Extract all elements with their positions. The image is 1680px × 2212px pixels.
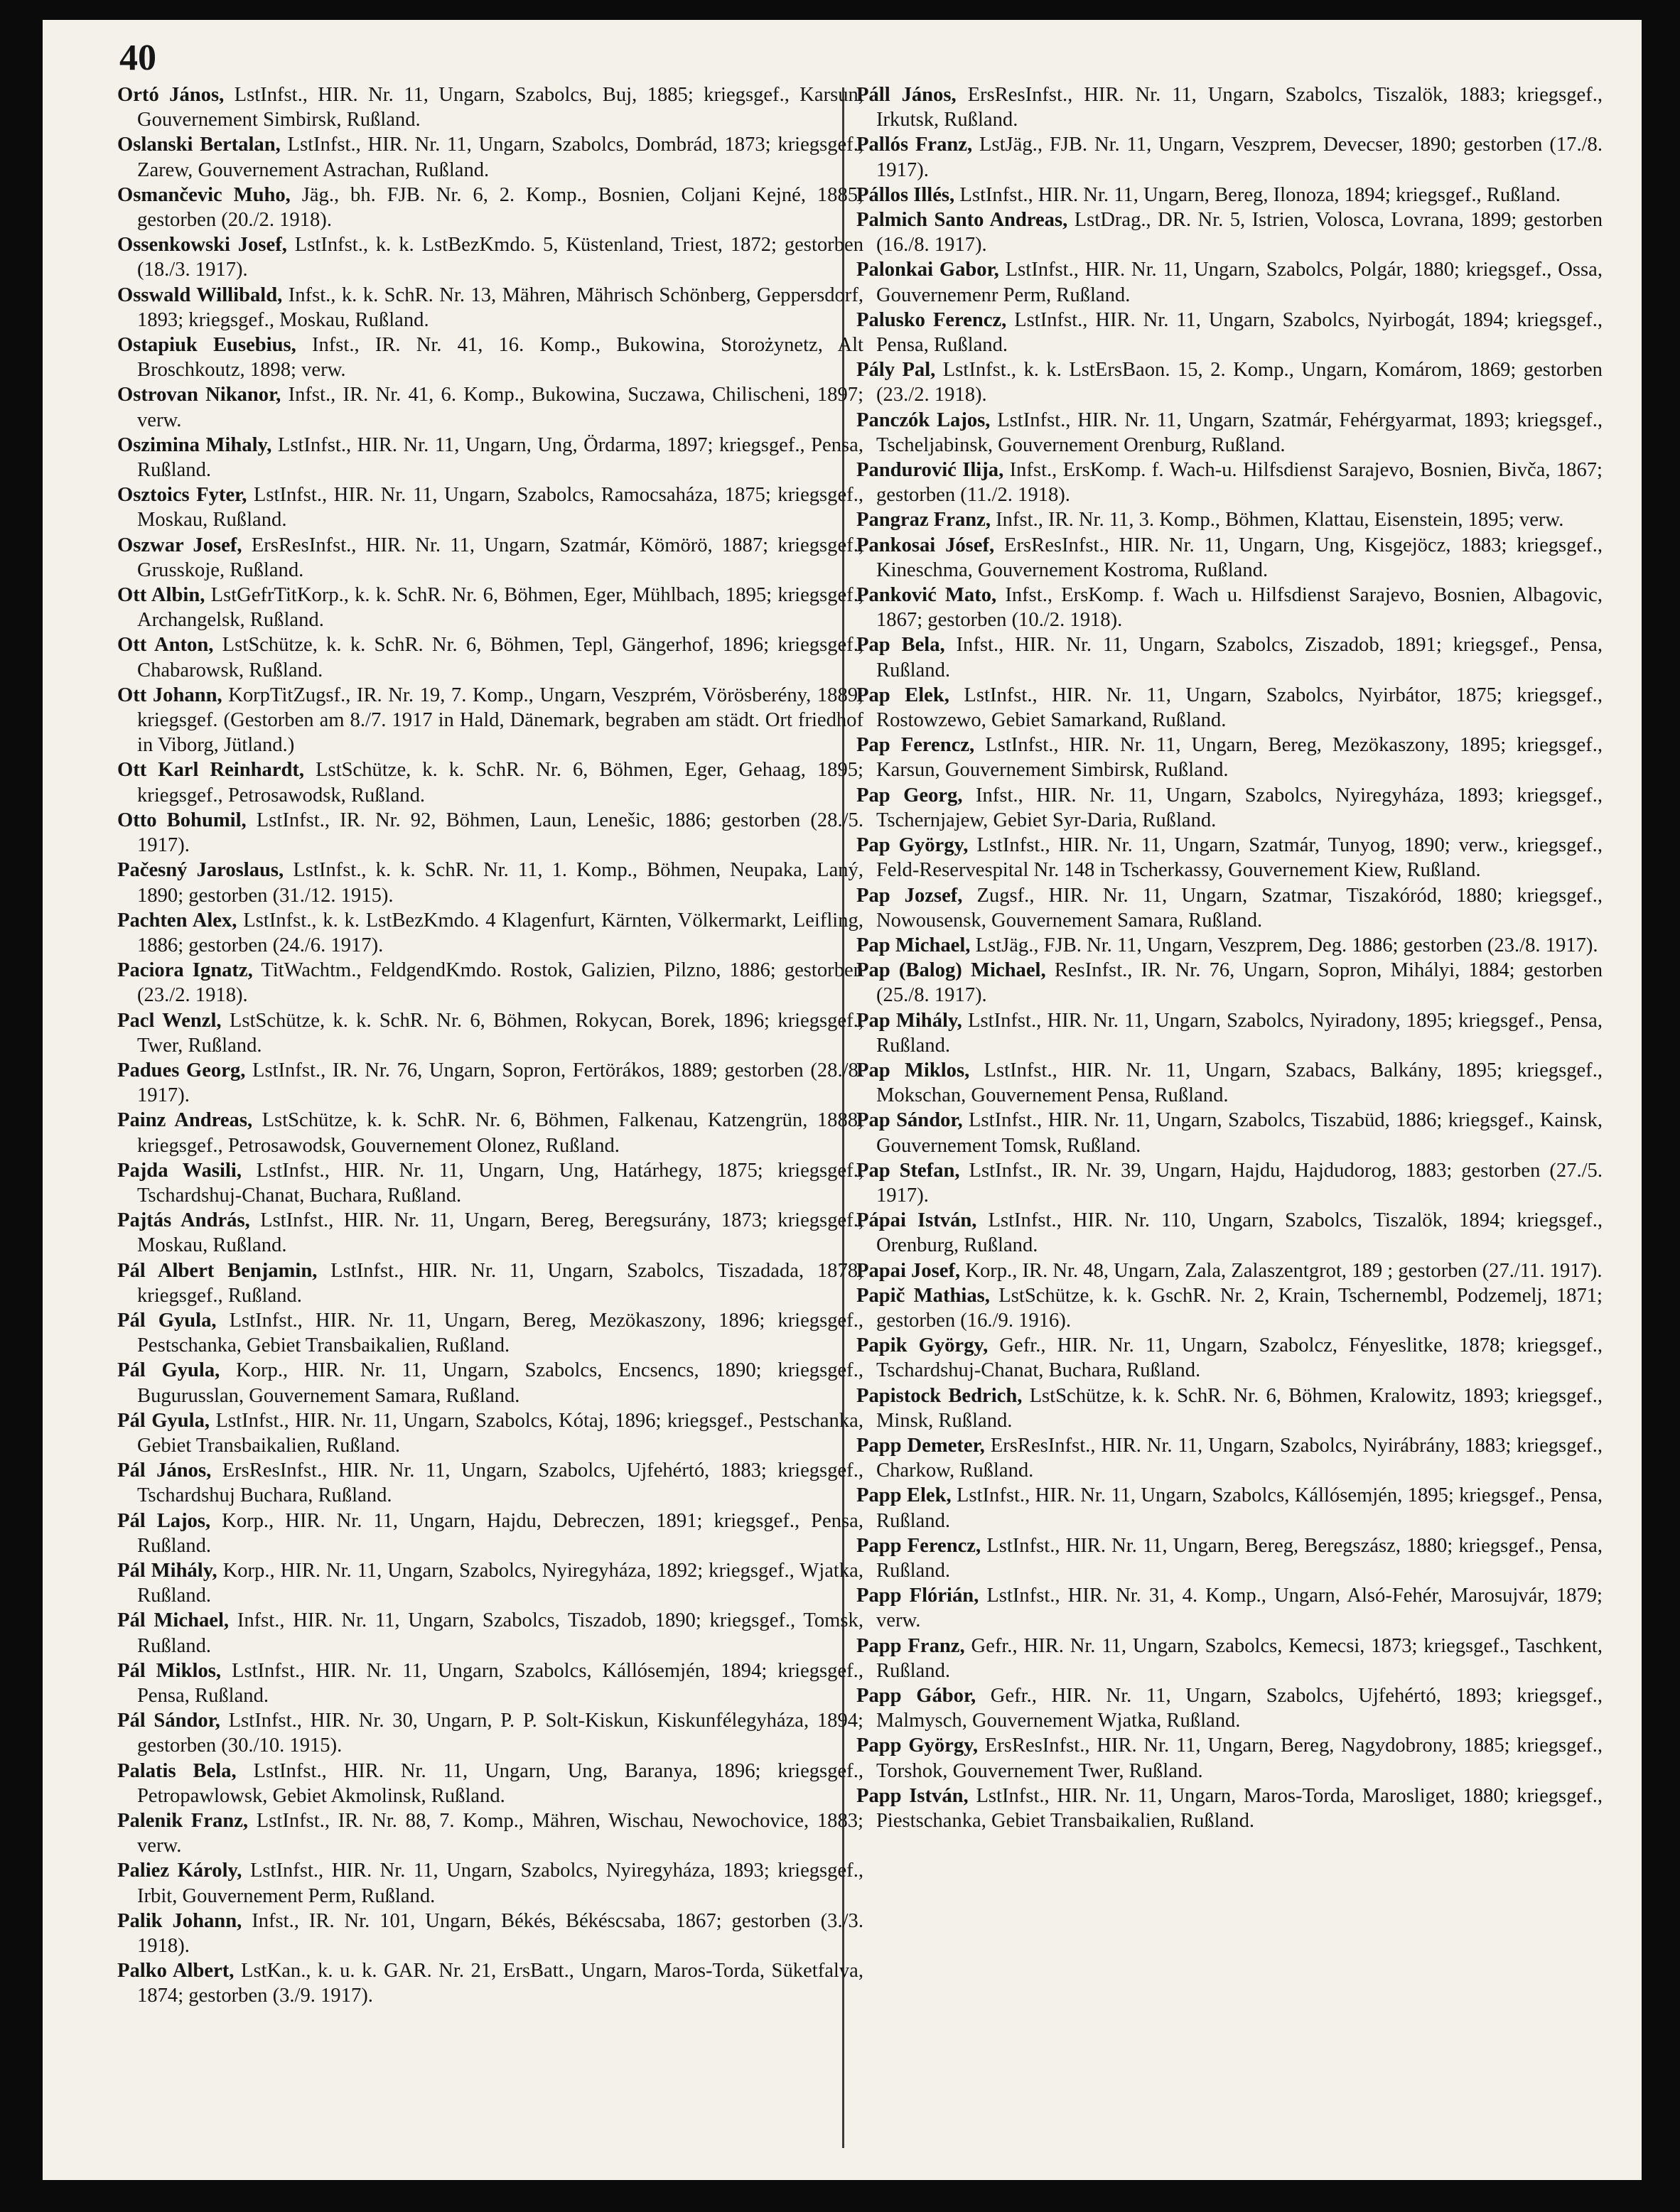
entry-name: Pachten Alex, [117,909,237,932]
entry-name: Pankosai Jósef, [856,534,995,556]
register-entry [856,683,1603,733]
left-column [117,82,863,2009]
entry-name: Oszwar Josef, [117,534,242,556]
entry-name: Ott Anton, [117,634,214,657]
register-entry [117,583,863,632]
entry-name: Ostapiuk Eusebius, [117,334,296,357]
entry-details: LstInfst., HIR. Nr. 11, Ungarn, Szabolcs, Ramocsaháza, 1875; kriegsgef., Moskau, Rußland. [137,484,863,532]
entry-details: LstInfst., HIR. Nr. 11, Ungarn, Szabolcs, Dombrád, 1873; kriegsgef., Zarew, Gouvernement Astrachan, Rußland. [137,134,864,181]
register-entry [117,1408,863,1458]
register-entry [856,1683,1603,1733]
entry-details: LstSchütze, k. k. SchR. Nr. 6, Böhmen, Tepl, Gängerhof, 1896; kriegsgef., Chabarowsk, Rußland. [137,634,863,681]
entry-name: Paciora Ignatz, [117,959,253,982]
register-entry [117,183,863,232]
register-entry [117,1458,863,1508]
entry-details: Infst., HIR. Nr. 11, Ungarn, Szabolcs, Tiszadob, 1890; kriegsgef., Tomsk, Rußland. [137,1609,864,1657]
entry-details: LstInfst., HIR. Nr. 30, Ungarn, P. P. Solt-Kiskun, Kiskunfélegyháza, 1894; gestorben (30./10. 1915). [137,1710,863,1757]
entry-name: Pap Miklos, [856,1059,970,1081]
entry-details: LstJäg., FJB. Nr. 11, Ungarn, Veszprem, Deg. 1886; gestorben (23./8. 1917). [975,934,1598,956]
entry-name: Pap Elek, [856,684,949,706]
register-entry [117,433,863,482]
entry-details: LstInfst., HIR. Nr. 11, Ungarn, Szabolcs, Nyiradony, 1895; kriegsgef., Pensa, Rußland. [876,1009,1603,1057]
entry-details: LstInfst., HIR. Nr. 11, Ungarn, Ung, Baranya, 1896; kriegsgef., Petropawlowsk, Gebiet Akmolinsk, Rußland. [137,1759,863,1807]
entry-details: LstInfst., HIR. Nr. 11, Ungarn, Bereg, Ilonoza, 1894; kriegsgef., Rußland. [959,183,1561,206]
register-entry [856,1008,1603,1058]
entry-details: Korp., HIR. Nr. 11, Ungarn, Szabolcs, Encsencs, 1890; kriegsgef., Bugurusslan, Gouvernement Samara, Rußland. [137,1359,863,1407]
entry-details: TitWachtm., FeldgendKmdo. Rostok, Galizien, Pilzno, 1886; gestorben (23./2. 1918). [137,959,863,1007]
entry-name: Panczók Lajos, [856,409,991,431]
register-entry [117,757,863,807]
register-entry [117,132,863,182]
register-entry [117,1208,863,1258]
register-entry [117,858,863,907]
entry-name: Pál Lajos, [117,1509,211,1532]
entry-details: LstInfst., HIR. Nr. 11, Ungarn, Szabolcs, Tiszabüd, 1886; kriegsgef., Kainsk, Gouvernement Tomsk, Rußland. [876,1109,1603,1157]
entry-name: Pál Gyula, [117,1409,210,1432]
entry-details: KorpTitZugsf., IR. Nr. 19, 7. Komp., Ungarn, Veszprém, Vörösberény, 1889; kriegsgef. (Gestorben am 8./7. 1917 in Hald, Dänemark, begraben am städt. Ort friedhof in Viborg, Jütland.) [137,684,863,757]
register-entry [117,232,863,282]
register-entry [856,1784,1603,1833]
entry-name: Pacl Wenzl, [117,1009,222,1032]
entry-name: Pap Mihály, [856,1009,962,1032]
entry-details: ErsResInfst., HIR. Nr. 11, Ungarn, Szatmár, Kömörö, 1887; kriegsgef., Grusskoje, Rußland. [137,534,863,581]
entry-details: LstInfst., k. k. LstBezKmdo. 5, Küstenland, Triest, 1872; gestorben (18./3. 1917). [137,234,863,281]
register-entry [856,1634,1603,1683]
entry-name: Ossenkowski Josef, [117,234,287,257]
entry-name: Painz Andreas, [117,1109,253,1132]
entry-name: Papp Gábor, [856,1685,976,1707]
entry-details: Jäg., bh. FJB. Nr. 6, 2. Komp., Bosnien, Coljani Kejné, 1885; gestorben (20./2. 1918). [137,183,863,232]
entry-details: LstSchütze, k. k. SchR. Nr. 6, Böhmen, Falkenau, Katzengrün, 1888; kriegsgef., Petrosawodsk, Gouvernement Olonez, Rußland. [137,1109,863,1157]
entry-details: Korp., IR. Nr. 48, Ungarn, Zala, Zalaszentgrot, 189 ; gestorben (27./11. 1917). [965,1259,1603,1282]
entry-name: Papp Elek, [856,1484,952,1507]
entry-name: Palusko Ferencz, [856,308,1007,331]
entry-name: Pál Michael, [117,1609,230,1632]
entry-name: Pap (Balog) Michael, [856,959,1046,982]
entry-name: Padues Georg, [117,1059,246,1081]
register-entry [856,533,1603,583]
entry-details: LstInfst., HIR. Nr. 11, Ungarn, Szabolcs, Buj, 1885; kriegsgef., Karsun, Gouvernement Simbirsk, Rußland. [137,84,864,131]
entry-name: Pál Sándor, [117,1710,220,1732]
entry-name: Pál János, [117,1460,212,1482]
entry-name: Pap Stefan, [856,1159,960,1182]
register-entry [856,833,1603,883]
register-entry [117,808,863,858]
entry-details: LstInfst., k. k. SchR. Nr. 11, 1. Komp., Böhmen, Neupaka, Laný, 1890; gestorben (31./12. 1915). [137,859,863,907]
right-column [856,82,1603,1833]
entry-name: Palatis Bela, [117,1759,237,1782]
entry-details: Infst., ErsKomp. f. Wach u. Hilfsdienst Sarajevo, Bosnien, Albagovic, 1867; gestorben (10./2. 1918). [876,584,1603,632]
entry-name: Paliez Károly, [117,1860,242,1882]
entry-name: Pál Gyula, [117,1359,220,1382]
entry-details: Infst., IR. Nr. 41, 16. Komp., Bukowina, Storożynetz, Alt Broschkoutz, 1898; verw. [137,334,863,382]
register-entry [856,308,1603,357]
register-entry [117,1708,863,1758]
entry-name: Papp Flórián, [856,1585,979,1607]
entry-details: LstJäg., FJB. Nr. 11, Ungarn, Veszprem, Devecser, 1890; gestorben (17./8. 1917). [876,134,1603,181]
register-entry [117,1008,863,1058]
entry-name: Ortó János, [117,84,225,106]
entry-name: Papič Mathias, [856,1284,990,1307]
entry-details: Infst., IR. Nr. 101, Ungarn, Békés, Békéscsaba, 1867; gestorben (3./3. 1918). [137,1909,863,1958]
register-entry [856,783,1603,833]
entry-details: ResInfst., IR. Nr. 76, Ungarn, Sopron, Mihályi, 1884; gestorben (25./8. 1917). [876,959,1603,1007]
entry-details: ErsResInfst., HIR. Nr. 11, Ungarn, Bereg, Nagydobrony, 1885; kriegsgef., Torshok, Gouvernement Twer, Rußland. [876,1734,1603,1782]
entry-details: LstInfst., k. k. LstBezKmdo. 4 Klagenfurt, Kärnten, Völkermarkt, Leifling, 1886; gestorben (24./6. 1917). [137,909,863,956]
entry-name: Palko Albert, [117,1960,235,1982]
entry-name: Ott Johann, [117,684,222,706]
register-entry [856,257,1603,307]
entry-name: Papai Josef, [856,1259,961,1282]
register-entry [117,333,863,382]
register-entry [117,1909,863,1958]
entry-details: LstDrag., DR. Nr. 5, Istrien, Volosca, Lovrana, 1899; gestorben (16./8. 1917). [876,209,1603,257]
entry-name: Ott Albin, [117,584,205,607]
entry-details: LstInfst., HIR. Nr. 11, Ungarn, Szabolcs, Polgár, 1880; kriegsgef., Ossa, Gouvernemenr Perm, Rußland. [876,259,1603,306]
entry-details: LstInfst., HIR. Nr. 11, Ungarn, Maros-Torda, Marosliget, 1880; kriegsgef., Piestschanka, Gebiet Transbaikalien, Rußland. [876,1784,1603,1833]
entry-details: LstInfst., HIR. Nr. 11, Ungarn, Szabolcs, Nyiregyháza, 1893; kriegsgef., Irbit, Gouvernement Perm, Rußland. [137,1860,863,1907]
entry-name: Palenik Franz, [117,1810,249,1833]
register-entry [856,1108,1603,1158]
entry-name: Papp György, [856,1734,979,1757]
entry-details: LstInfst., IR. Nr. 92, Böhmen, Laun, Lenešic, 1886; gestorben (28./5. 1917). [137,809,863,857]
entry-name: Pál Albert Benjamin, [117,1259,318,1282]
entry-name: Ott Karl Reinhardt, [117,759,305,782]
entry-details: Zugsf., HIR. Nr. 11, Ungarn, Szatmar, Tiszakóród, 1880; kriegsgef., Nowousensk, Gouvernement Samara, Rußland. [876,884,1603,932]
entry-details: LstGefrTitKorp., k. k. SchR. Nr. 6, Böhmen, Eger, Mühlbach, 1895; kriegsgef., Archangelsk, Rußland. [137,584,863,632]
register-entry [117,1558,863,1608]
entry-name: Pap Bela, [856,634,945,657]
register-entry [856,408,1603,458]
entry-name: Pap Georg, [856,784,963,806]
entry-details: LstInfst., HIR. Nr. 11, Ungarn, Szabolcs, Nyirbátor, 1875; kriegsgef., Rostowzewo, Gebiet Samarkand, Rußland. [876,684,1603,732]
register-entry [117,958,863,1008]
entry-details: ErsResInfst., HIR. Nr. 11, Ungarn, Ung, Kisgejöcz, 1883; kriegsgef., Kineschma, Gouvernement Kostroma, Rußland. [876,534,1603,581]
entry-details: Infst., IR. Nr. 41, 6. Komp., Bukowina, Suczawa, Chilischeni, 1897; verw. [137,384,864,431]
entry-details: ErsResInfst., HIR. Nr. 11, Ungarn, Szabolcs, Ujfehértó, 1883; kriegsgef., Tschardshuj Buchara, Rußland. [137,1460,863,1507]
entry-details: LstInfst., IR. Nr. 39, Ungarn, Hajdu, Hajdudorog, 1883; gestorben (27./5. 1917). [876,1159,1603,1207]
register-entry [856,1283,1603,1333]
register-entry [856,1333,1603,1383]
entry-name: Pap Jozsef, [856,884,963,907]
entry-details: LstInfst., HIR. Nr. 11, Ungarn, Bereg, Mezökaszony, 1896; kriegsgef., Pestschanka, Gebiet Transbaikalien, Rußland. [137,1309,863,1357]
entry-name: Papik György, [856,1334,989,1357]
entry-name: Papp Franz, [856,1634,965,1657]
entry-name: Oszimina Mihaly, [117,433,272,456]
register-entry [856,933,1603,958]
entry-name: Pál Mihály, [117,1559,217,1582]
entry-details: LstInfst., HIR. Nr. 11, Ungarn, Szatmár, Tunyog, 1890; verw., kriegsgef., Feld-Reservespital Nr. 148 in Tscherkassy, Gouvernement Kiew, Rußland. [876,834,1603,882]
register-entry [117,82,863,132]
register-entry [856,82,1603,132]
entry-name: Pap Michael, [856,934,971,956]
register-entry [117,1608,863,1658]
entry-name: Pap Ferencz, [856,734,975,757]
entry-details: LstInfst., HIR. Nr. 11, Ungarn, Bereg, Beregsurány, 1873; kriegsgef., Moskau, Rußland. [137,1209,863,1257]
register-entry [856,733,1603,782]
entry-details: LstInfst., HIR. Nr. 11, Ungarn, Szabolcs, Kállósemjén, 1895; kriegsgef., Pensa, Rußland. [876,1484,1603,1532]
entry-name: Pallós Franz, [856,134,973,156]
register-entry [856,207,1603,257]
register-entry [856,1208,1603,1258]
entry-name: Papp Ferencz, [856,1534,981,1557]
entry-name: Pállos Illés, [856,183,955,206]
register-entry [117,632,863,682]
entry-name: Páll János, [856,84,957,106]
register-entry [856,507,1603,532]
register-entry [856,1733,1603,1783]
register-entry [856,132,1603,182]
entry-name: Panković Mato, [856,584,997,607]
entry-details: LstInfst., HIR. Nr. 11, Ungarn, Ung, Határhegy, 1875; kriegsgef., Tschardshuj-Chanat, Buchara, Rußland. [137,1159,863,1207]
register-entry [856,958,1603,1008]
entry-details: LstInfst., HIR. Nr. 11, Ungarn, Szabolcs, Nyirbogát, 1894; kriegsgef., Pensa, Rußland. [876,308,1603,357]
entry-details: LstInfst., IR. Nr. 88, 7. Komp., Mähren, Wischau, Newochovice, 1883; verw. [137,1810,863,1857]
register-entry [856,1383,1603,1433]
register-entry [856,1258,1603,1283]
register-entry [117,533,863,583]
register-entry [856,1158,1603,1208]
register-entry [117,482,863,532]
register-entry [117,1058,863,1108]
entry-details: LstSchütze, k. k. SchR. Nr. 6, Böhmen, Eger, Gehaag, 1895; kriegsgef., Petrosawodsk, Rußland. [137,759,863,806]
entry-name: Pály Pal, [856,359,936,382]
entry-name: Pápai István, [856,1209,977,1232]
entry-details: LstInfst., HIR. Nr. 11, Ungarn, Szabacs, Balkány, 1895; kriegsgef., Mokschan, Gouvernement Pensa, Rußland. [876,1059,1603,1107]
entry-details: LstInfst., HIR. Nr. 11, Ungarn, Szabolcs, Tiszadada, 1878; kriegsgef., Rußland. [137,1259,863,1307]
entry-name: Papp Demeter, [856,1434,985,1457]
entry-name: Palonkai Gabor, [856,259,999,281]
register-entry [856,1533,1603,1583]
entry-name: Papistock Bedrich, [856,1384,1023,1407]
register-entry [856,1433,1603,1483]
entry-details: Gefr., HIR. Nr. 11, Ungarn, Szabolcs, Ujfehértó, 1893; kriegsgef., Malmysch, Gouvernement Wjatka, Rußland. [876,1685,1603,1732]
entry-details: LstSchütze, k. k. GschR. Nr. 2, Krain, Tschernembl, Podzemelj, 1871; gestorben (16./9. 1916). [876,1284,1603,1332]
entry-details: Infst., ErsKomp. f. Wach-u. Hilfsdienst Sarajevo, Bosnien, Bivča, 1867; gestorben (11./2. 1918). [876,459,1603,507]
register-entry [856,583,1603,632]
register-entry [117,283,863,333]
entry-details: LstInfst., HIR. Nr. 11, Ungarn, Szatmár, Fehérgyarmat, 1893; kriegsgef., Tscheljabinsk, Gouvernement Orenburg, Rußland. [876,409,1603,456]
entry-name: Osztoics Fyter, [117,484,247,507]
entry-details: Infst., HIR. Nr. 11, Ungarn, Szabolcs, Nyiregyháza, 1893; kriegsgef., Tschernjajew, Gebiet Syr-Daria, Rußland. [876,784,1603,831]
entry-name: Pajda Wasili, [117,1159,242,1182]
entry-details: LstInfst., k. k. LstErsBaon. 15, 2. Komp., Ungarn, Komárom, 1869; gestorben (23./2. 1918). [876,359,1603,406]
entry-name: Pap György, [856,834,969,857]
entry-name: Pál Gyula, [117,1309,217,1332]
entry-details: LstInfst., HIR. Nr. 11, Ungarn, Bereg, Beregszász, 1880; kriegsgef., Pensa, Rußland. [876,1534,1603,1582]
entry-details: LstInfst., IR. Nr. 76, Ungarn, Sopron, Fertörákos, 1889; gestorben (28./8. 1917). [137,1059,863,1107]
register-entry [856,1583,1603,1633]
entry-name: Pap Sándor, [856,1109,963,1132]
entry-details: Korp., HIR. Nr. 11, Ungarn, Hajdu, Debreczen, 1891; kriegsgef., Pensa, Rußland. [137,1509,863,1557]
entry-name: Pandurović Ilija, [856,459,1004,482]
register-entry [117,1158,863,1208]
register-entry [856,357,1603,407]
page-number: 40 [119,38,156,78]
entry-details: Infst., HIR. Nr. 11, Ungarn, Szabolcs, Ziszadob, 1891; kriegsgef., Pensa, Rußland. [876,634,1603,681]
register-entry [856,883,1603,933]
document-page [43,20,1642,2180]
register-entry [117,1308,863,1358]
register-entry [117,908,863,958]
entry-details: LstInfst., HIR. Nr. 11, Ungarn, Szabolcs, Kállósemjén, 1894; kriegsgef., Pensa, Rußland. [137,1659,863,1707]
register-entry [117,1658,863,1708]
register-entry [117,1258,863,1308]
entry-details: LstSchütze, k. k. SchR. Nr. 6, Böhmen, Rokycan, Borek, 1896; kriegsgef., Twer, Rußland. [137,1009,863,1057]
entry-details: Gefr., HIR. Nr. 11, Ungarn, Szabolcz, Fényeslitke, 1878; kriegsgef., Tschardshuj-Chanat, Buchara, Rußland. [876,1334,1603,1382]
entry-name: Palik Johann, [117,1909,242,1932]
register-entry [117,1108,863,1158]
register-entry [856,1483,1603,1533]
entry-details: LstInfst., HIR. Nr. 31, 4. Komp., Ungarn, Alsó-Fehér, Marosujvár, 1879; verw. [876,1585,1603,1632]
register-entry [117,1858,863,1908]
entry-details: Gefr., HIR. Nr. 11, Ungarn, Szabolcs, Kemecsi, 1873; kriegsgef., Taschkent, Rußland. [876,1634,1603,1682]
entry-details: Korp., HIR. Nr. 11, Ungarn, Szabolcs, Nyiregyháza, 1892; kriegsgef., Wjatka, Rußland. [137,1559,863,1607]
entry-details: LstKan., k. u. k. GAR. Nr. 21, ErsBatt., Ungarn, Maros-Torda, Süketfalva, 1874; gestorben (3./9. 1917). [137,1960,863,2007]
entry-name: Pangraz Franz, [856,509,991,532]
entry-details: LstInfst., HIR. Nr. 11, Ungarn, Szabolcs, Kótaj, 1896; kriegsgef., Pestschanka, Gebiet Transbaikalien, Rußland. [137,1409,863,1457]
entry-name: Ostrovan Nikanor, [117,384,281,406]
register-entry [117,1958,863,2008]
entry-name: Otto Bohumil, [117,809,247,831]
register-entry [117,1759,863,1808]
register-entry [856,1058,1603,1108]
entry-name: Pajtás András, [117,1209,250,1232]
register-entry [856,632,1603,682]
entry-details: Infst., k. k. SchR. Nr. 13, Mähren, Mährisch Schönberg, Geppersdorf, 1893; kriegsgef., Moskau, Rußland. [137,284,863,331]
register-entry [117,1358,863,1408]
entry-name: Pál Miklos, [117,1659,222,1682]
register-entry [117,683,863,758]
register-entry [117,382,863,432]
entry-details: LstInfst., HIR. Nr. 110, Ungarn, Szabolcs, Tiszalök, 1894; kriegsgef., Orenburg, Rußland. [876,1209,1603,1257]
register-entry [117,1509,863,1558]
entry-name: Pačesný Jaroslaus, [117,859,284,882]
entry-details: ErsResInfst., HIR. Nr. 11, Ungarn, Szabolcs, Tiszalök, 1883; kriegsgef., Irkutsk, Rußland. [876,84,1603,131]
entry-name: Osmančevic Muho, [117,183,291,206]
entry-name: Osswald Willibald, [117,284,283,306]
entry-details: Infst., IR. Nr. 11, 3. Komp., Böhmen, Klattau, Eisenstein, 1895; verw. [996,509,1564,532]
entry-details: ErsResInfst., HIR. Nr. 11, Ungarn, Szabolcs, Nyirábrány, 1883; kriegsgef., Charkow, Rußland. [876,1434,1603,1482]
register-entry [856,183,1603,207]
entry-name: Palmich Santo Andreas, [856,209,1068,232]
entry-details: LstInfst., HIR. Nr. 11, Ungarn, Ung, Ördarma, 1897; kriegsgef., Pensa, Rußland. [137,433,863,482]
entry-details: LstSchütze, k. k. SchR. Nr. 6, Böhmen, Kralowitz, 1893; kriegsgef., Minsk, Rußland. [876,1384,1603,1432]
register-entry [856,458,1603,507]
entry-details: LstInfst., HIR. Nr. 11, Ungarn, Bereg, Mezökaszony, 1895; kriegsgef., Karsun, Gouvernement Simbirsk, Rußland. [876,734,1603,782]
entry-name: Oslanski Bertalan, [117,134,281,156]
register-entry [117,1808,863,1858]
entry-name: Papp István, [856,1784,969,1807]
